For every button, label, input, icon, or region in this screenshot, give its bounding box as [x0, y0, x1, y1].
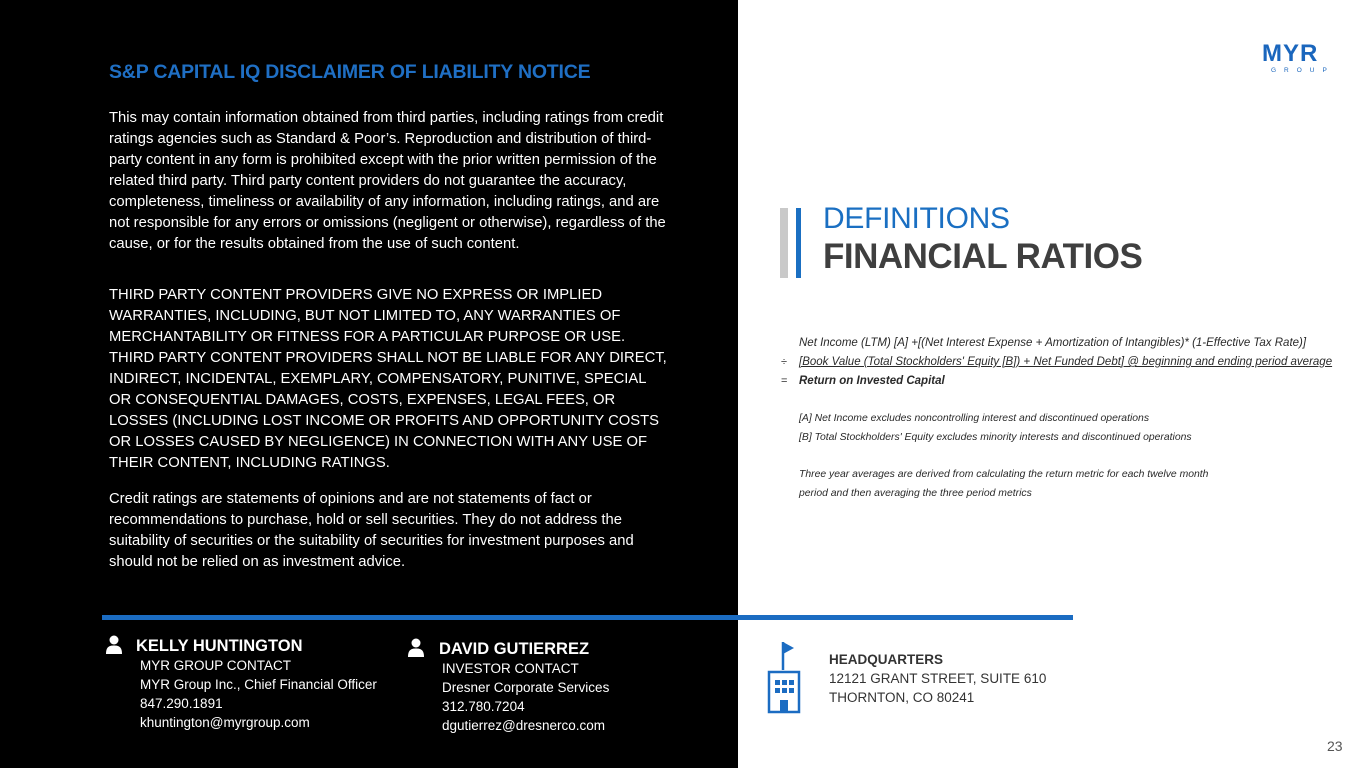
formula-result: Return on Invested Capital	[799, 375, 945, 387]
formula-numerator: Net Income (LTM) [A] +[(Net Interest Expense + Amortization of Intangibles)* (1-Effective Tax Rate)]	[799, 337, 1307, 349]
person-icon	[105, 635, 123, 655]
divide-operator: ÷	[781, 356, 788, 368]
footnote-b: [B] Total Stockholders' Equity excludes minority interests and discontinued operations	[799, 432, 1192, 443]
section-divider	[102, 615, 1073, 620]
equals-operator: =	[781, 375, 788, 387]
headquarters-address-line-2: THORNTON, CO 80241	[829, 690, 975, 705]
contact-name: DAVID GUTIERREZ	[439, 640, 590, 658]
disclaimer-title: S&P CAPITAL IQ DISCLAIMER OF LIABILITY NOTICE	[109, 61, 591, 83]
contact-role: INVESTOR CONTACT	[442, 661, 579, 676]
contact-phone[interactable]: 847.290.1891	[140, 696, 223, 711]
definitions-title: FINANCIAL RATIOS	[823, 237, 1143, 276]
disclaimer-paragraph-3: Credit ratings are statements of opinions and are not statements of fact or recommendations to purchase, hold or sell securities. They do not address the suitability of securities or the suitability of securities for investment purposes and should not be relied on as investment advice.	[109, 491, 634, 570]
disclaimer-paragraph-1: This may contain information obtained from third parties, including ratings from credit ratings agencies such as Standard & Poor’s. Reproduction and distribution of third-party content in any form is prohibited except with the prior written permission of the related third party. Third party content providers do not guarantee the accuracy, completeness, timeliness or availability of any information, including ratings, and are not responsible for any errors or omissions (negligent or otherwise), regardless of the cause, or for the results obtained from the use of such content.	[109, 110, 666, 252]
contact-phone[interactable]: 312.780.7204	[442, 699, 525, 714]
logo-subtext: GROUP	[1271, 67, 1335, 74]
headquarters-building-icon	[766, 640, 802, 716]
averages-note-line-2: period and then averaging the three period metrics	[799, 488, 1032, 499]
disclaimer-paragraph-2: THIRD PARTY CONTENT PROVIDERS GIVE NO EXPRESS OR IMPLIED WARRANTIES, INCLUDING, BUT NOT LIMITED TO, ANY WARRANTIES OF MERCHANTABILITY OR FITNESS FOR A PARTICULAR PURPOSE OR USE. THIRD PARTY CONTENT PROVIDERS SHALL NOT BE LIABLE FOR ANY DIRECT, INDIRECT, INCIDENTAL, EXEMPLARY, COMPENSATORY, PUNITIVE, SPECIAL OR CONSEQUENTIAL DAMAGES, COSTS, EXPENSES, LEGAL FEES, OR LOSSES (INCLUDING LOST INCOME OR PROFITS AND OPPORTUNITY COSTS OR LOSSES CAUSED BY NEGLIGENCE) IN CONNECTION WITH ANY USE OF THEIR CONTENT, INCLUDING RATINGS.	[109, 287, 667, 471]
logo-wordmark: MYR	[1262, 40, 1319, 67]
footnote-a: [A] Net Income excludes noncontrolling interest and discontinued operations	[799, 413, 1150, 424]
contact-email[interactable]: khuntington@myrgroup.com	[140, 715, 310, 730]
definitions-subtitle: DEFINITIONS	[823, 202, 1010, 235]
headquarters-address-line-1: 12121 GRANT STREET, SUITE 610	[829, 671, 1047, 686]
myr-group-logo	[1262, 42, 1335, 74]
formula-denominator: [Book Value (Total Stockholders' Equity [B]) + Net Funded Debt] @ beginning and ending period average	[799, 356, 1333, 368]
heading-accent-bar	[780, 208, 804, 278]
averages-note-line-1: Three year averages are derived from calculating the return metric for each twelve month	[799, 469, 1209, 480]
contact-organization: MYR Group Inc., Chief Financial Officer	[140, 677, 377, 692]
contact-name: KELLY HUNTINGTON	[136, 637, 303, 655]
contact-role: MYR GROUP CONTACT	[140, 658, 292, 673]
headquarters-title: HEADQUARTERS	[829, 652, 944, 667]
page-number: 23	[1327, 738, 1343, 754]
contact-email[interactable]: dgutierrez@dresnerco.com	[442, 718, 606, 733]
person-icon	[407, 638, 425, 658]
contact-organization: Dresner Corporate Services	[442, 680, 610, 695]
